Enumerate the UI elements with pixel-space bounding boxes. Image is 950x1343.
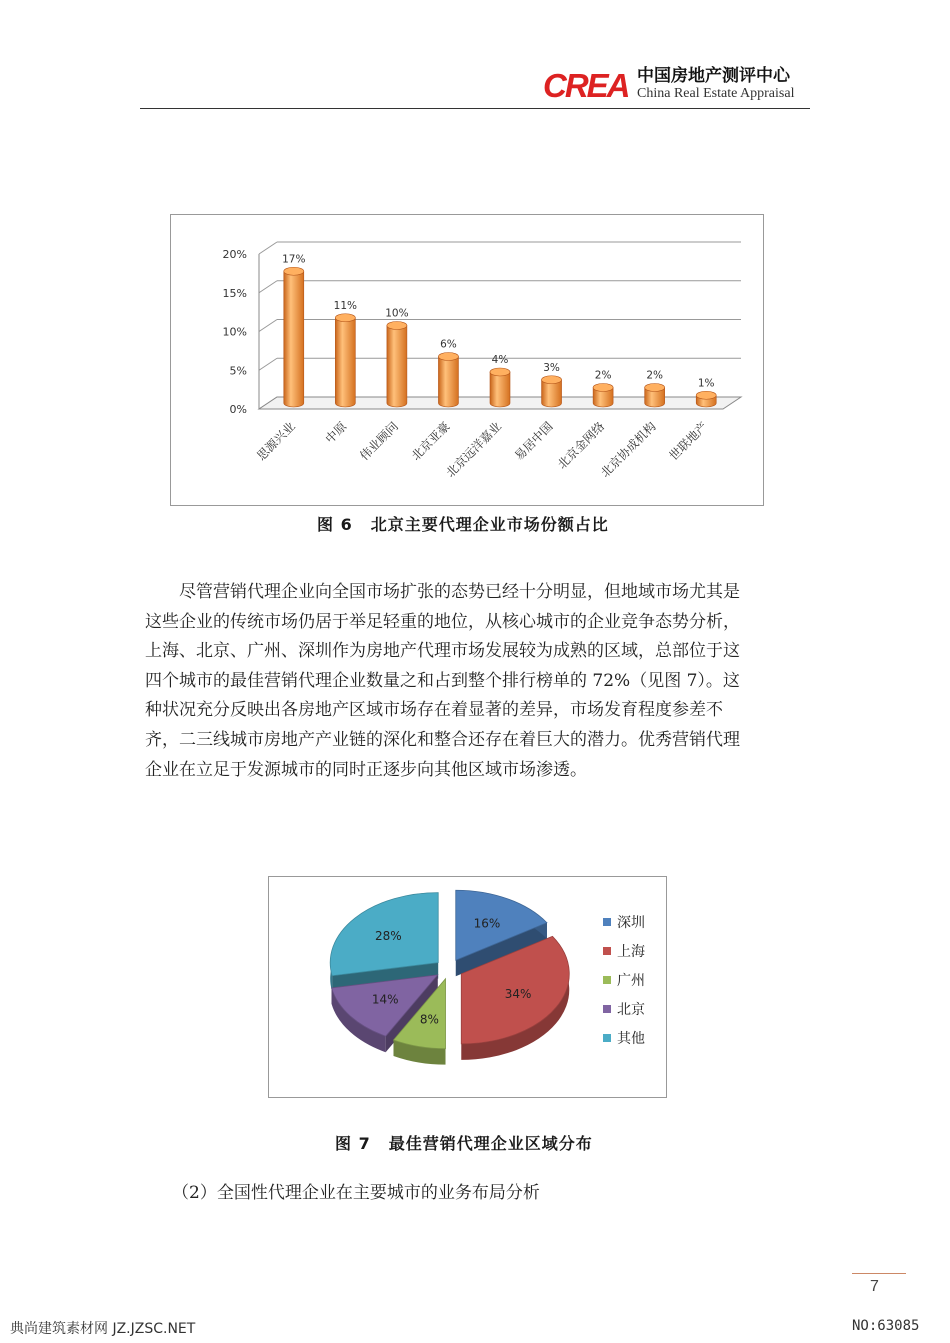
bar: [593, 384, 613, 408]
figure6-number: 图 6: [317, 515, 353, 534]
page-number-rule: [852, 1273, 906, 1274]
legend-label: 北京: [617, 1002, 645, 1018]
pie-value-label: 14%: [371, 992, 399, 1007]
figure7-pie-chart: [269, 877, 666, 1097]
gridline-side: [259, 320, 277, 332]
category-label: 北京协成机构: [597, 419, 659, 481]
category-label: 思源兴业: [254, 419, 298, 464]
bar: [645, 384, 665, 408]
pie-value-label: 28%: [374, 928, 402, 943]
bar: [335, 314, 355, 407]
section-subheading: （2）全国性代理企业在主要城市的业务布局分析: [172, 1183, 540, 1203]
footer-site-name: 典尚建筑素材网 JZ.JZSC.NET: [10, 1321, 196, 1337]
paragraph-line: 这些企业的传统市场仍居于举足轻重的地位，从核心城市的企业竞争态势分析，: [145, 611, 740, 632]
paragraph-line: 齐，二三线城市房地产产业链的深化和整合还存在着巨大的潜力。优秀营销代理: [145, 729, 740, 750]
paragraph-line: 企业在立足于发源城市的同时正逐步向其他区域市场渗透。: [145, 759, 587, 780]
header-divider: [140, 108, 810, 109]
bar-value-label: 10%: [385, 307, 409, 320]
legend-label: 广州: [617, 973, 645, 989]
legend-swatch: [603, 1005, 611, 1013]
bar-value-label: 3%: [543, 361, 560, 374]
figure6-bar-chart: [171, 215, 763, 505]
bar: [696, 391, 716, 407]
crea-logo: [543, 66, 813, 106]
bar-value-label: 11%: [333, 299, 358, 312]
category-label: 中原: [322, 419, 350, 447]
bar-value-label: 2%: [646, 369, 664, 382]
logo-chinese-name: 中国房地产测评中心: [637, 66, 790, 86]
category-label: 世联地产: [666, 419, 711, 464]
gridline-side: [259, 242, 277, 254]
footer-id: NO:63085: [852, 1318, 920, 1334]
pie-value-label: 16%: [473, 916, 501, 931]
bar: [387, 322, 407, 408]
figure6-title: 北京主要代理企业市场份额占比: [370, 515, 609, 534]
bar-value-label: 17%: [282, 253, 306, 266]
category-label: 北京亚豪: [408, 419, 453, 464]
legend-swatch: [603, 1034, 611, 1042]
legend-swatch: [603, 947, 611, 955]
bar: [438, 353, 458, 408]
y-tick-label: 10%: [222, 325, 247, 339]
bar: [542, 376, 562, 407]
legend-label: 其他: [617, 1031, 645, 1047]
bar: [490, 368, 510, 407]
paragraph-line: 上海、北京、广州、深圳作为房地产代理市场发展较为成熟的区域，总部位于这: [145, 641, 740, 662]
y-tick-label: 20%: [222, 248, 247, 261]
logo-mark: CREA: [543, 67, 629, 104]
legend-label: 上海: [617, 944, 645, 960]
category-label: 北京远洋嘉业: [443, 419, 505, 481]
category-label: 北京金网络: [554, 419, 608, 472]
y-tick-label: 15%: [222, 286, 247, 300]
bar-value-label: 4%: [491, 354, 509, 366]
paragraph-line: 尽管营销代理企业向全国市场扩张的态势已经十分明显，但地域市场尤其是: [179, 582, 740, 602]
pie-value-label: 8%: [419, 1012, 439, 1027]
paragraph-line: 种状况充分反映出各房地产区域市场存在着显著的差异，市场发育程度参差不: [145, 700, 723, 721]
bar-value-label: 1%: [697, 377, 715, 390]
page-number: 7: [870, 1278, 879, 1295]
figure7-number: 图 7: [335, 1134, 371, 1153]
body-paragraph: [145, 578, 808, 785]
y-tick-label: 0%: [229, 403, 247, 416]
legend-label: 深圳: [617, 915, 645, 931]
legend-swatch: [603, 918, 611, 926]
figure7-title: 最佳营销代理企业区域分布: [388, 1134, 593, 1153]
figure7-caption: [335, 1131, 593, 1154]
figure7-chart-frame: [268, 876, 667, 1098]
figure6-chart-frame: [170, 214, 764, 506]
gridline-side: [259, 358, 277, 370]
bar-value-label: 2%: [594, 369, 612, 382]
figure6-caption: [317, 512, 609, 535]
y-tick-label: 5%: [229, 364, 247, 378]
category-label: 伟业顾问: [357, 419, 402, 464]
bar-value-label: 6%: [440, 338, 457, 351]
category-label: 易居中国: [511, 419, 556, 464]
bar: [284, 267, 304, 407]
paragraph-line: 四个城市的最佳营销代理企业数量之和占到整个排行榜单的 72%（见图 7）。这: [145, 670, 740, 691]
legend-swatch: [603, 976, 611, 984]
logo-english-name: China Real Estate Appraisal: [637, 86, 795, 101]
pie-value-label: 34%: [504, 987, 532, 1002]
gridline-side: [259, 281, 277, 293]
